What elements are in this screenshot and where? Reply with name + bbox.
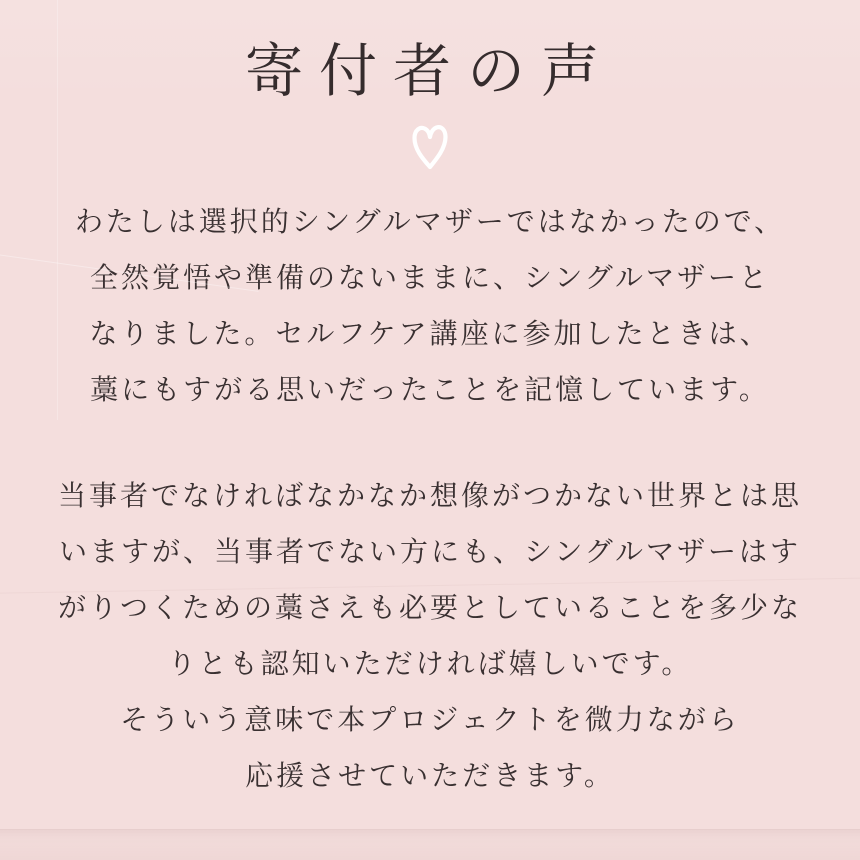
text-line: そういう意味で本プロジェクトを微力ながら bbox=[120, 704, 740, 736]
text-line: がりつくための藁さえも必要としていることを多少な bbox=[57, 592, 802, 624]
text-line: 全然覚悟や準備のないままに、シングルマザーと bbox=[90, 262, 770, 294]
text-line: 応援させていただきます。 bbox=[245, 760, 615, 792]
text-line: りとも認知いただければ嬉しいです。 bbox=[167, 648, 693, 680]
heart-icon bbox=[0, 121, 860, 173]
text-line: いますが、当事者でない方にも、シングルマザーはす bbox=[59, 536, 801, 568]
page-title: 寄付者の声 bbox=[244, 39, 615, 104]
text-line: 当事者でなければなかなか想像がつかない世界とは思 bbox=[57, 480, 802, 512]
testimonial-paragraph-2 bbox=[30, 469, 830, 805]
testimonial-paragraph-1 bbox=[30, 195, 830, 419]
text-line: わたしは選択的シングルマザーではなかったので、 bbox=[74, 206, 786, 238]
text-line: 藁にもすがる思いだったことを記憶しています。 bbox=[90, 374, 770, 406]
paper-fold-shadow bbox=[0, 829, 860, 860]
heart-outline-svg bbox=[410, 121, 450, 173]
text-line: なりました。セルフケア講座に参加したときは、 bbox=[89, 318, 771, 350]
